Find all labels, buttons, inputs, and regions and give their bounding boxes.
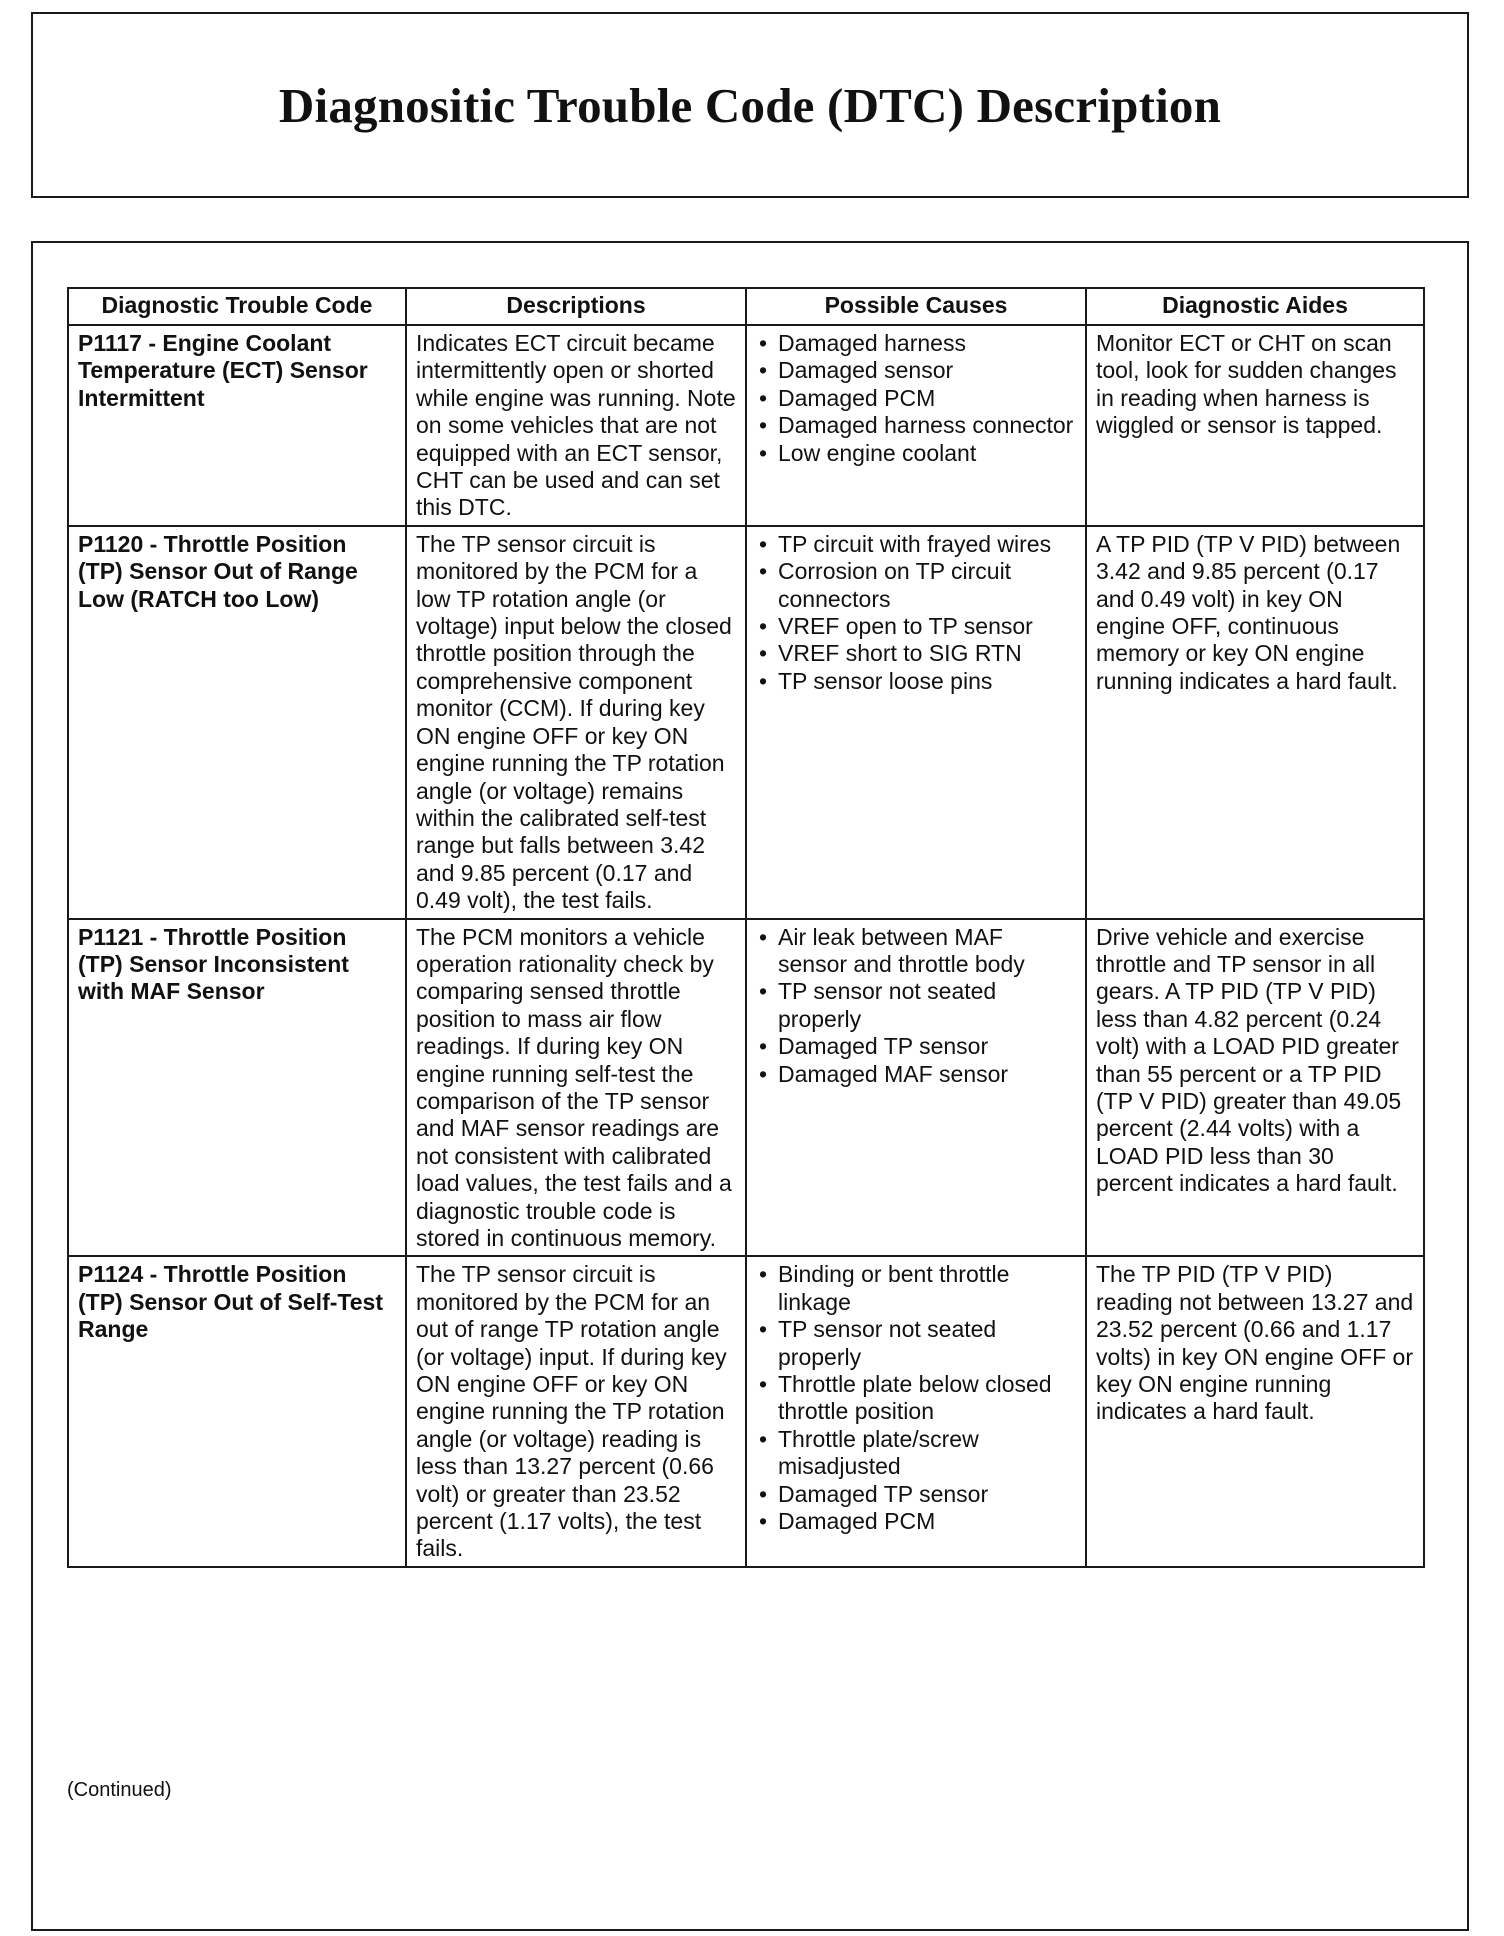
cause-item: • Damaged PCM: [756, 1508, 1077, 1535]
header-diagnostic-aides: Diagnostic Aides: [1086, 288, 1424, 325]
header-descriptions: Descriptions: [406, 288, 746, 325]
cause-item: • Damaged MAF sensor: [756, 1061, 1077, 1088]
causes-list: [756, 924, 1077, 1088]
cause-item: • TP sensor not seated properly: [756, 1316, 1077, 1371]
description-cell: The TP sensor circuit is monitored by the PCM for a low TP rotation angle (or voltage) input below the closed throttle position through the comprehensive component monitor (CCM). If during key ON engine OFF or key ON engine running the TP rotation angle (or voltage) remains within the calibrated self-test range but falls between 3.42 and 9.85 percent (0.17 and 0.49 volt), the test fails.: [406, 526, 746, 919]
title-box: [31, 12, 1469, 198]
cause-item: • Damaged sensor: [756, 357, 1077, 384]
aides-cell: Monitor ECT or CHT on scan tool, look for sudden changes in reading when harness is wiggled or sensor is tapped.: [1086, 325, 1424, 526]
header-dtc: Diagnostic Trouble Code: [68, 288, 406, 325]
cause-item: • VREF open to TP sensor: [756, 613, 1077, 640]
causes-cell: [746, 325, 1086, 526]
dtc-code-cell: P1117 - Engine Coolant Temperature (ECT) Sensor Intermittent: [68, 325, 406, 526]
causes-list: [756, 330, 1077, 467]
causes-cell: [746, 1256, 1086, 1566]
causes-list: [756, 1261, 1077, 1535]
cause-item: • Binding or bent throttle linkage: [756, 1261, 1077, 1316]
cause-item: • Damaged TP sensor: [756, 1481, 1077, 1508]
cause-item: • Damaged PCM: [756, 385, 1077, 412]
aides-cell: A TP PID (TP V PID) between 3.42 and 9.85 percent (0.17 and 0.49 volt) in key ON engine OFF, continuous memory or key ON engine running indicates a hard fault.: [1086, 526, 1424, 919]
cause-item: • Air leak between MAF sensor and throttle body: [756, 924, 1077, 979]
causes-list: [756, 531, 1077, 695]
continued-note: (Continued): [67, 1779, 172, 1801]
header-possible-causes: Possible Causes: [746, 288, 1086, 325]
table-header-row: [68, 288, 1424, 325]
table-row: [68, 325, 1424, 526]
cause-item: • VREF short to SIG RTN: [756, 640, 1077, 667]
cause-item: • Damaged harness connector: [756, 412, 1077, 439]
cause-item: • Low engine coolant: [756, 440, 1077, 467]
description-cell: The TP sensor circuit is monitored by the PCM for an out of range TP rotation angle (or voltage) input. If during key ON engine OFF or key ON engine running the TP rotation angle (or voltage) reading is less than 13.27 percent (0.66 volt) or greater than 23.52 percent (1.17 volts), the test fails.: [406, 1256, 746, 1566]
content-box: [31, 241, 1469, 1931]
cause-item: • Damaged harness: [756, 330, 1077, 357]
cause-item: • Throttle plate below closed throttle position: [756, 1371, 1077, 1426]
cause-item: • Corrosion on TP circuit connectors: [756, 558, 1077, 613]
cause-item: • Throttle plate/screw misadjusted: [756, 1426, 1077, 1481]
table-row: [68, 526, 1424, 919]
dtc-code-cell: P1121 - Throttle Position (TP) Sensor Inconsistent with MAF Sensor: [68, 919, 406, 1257]
table-row: [68, 1256, 1424, 1566]
causes-cell: [746, 919, 1086, 1257]
table-row: [68, 919, 1424, 1257]
aides-cell: The TP PID (TP V PID) reading not between 13.27 and 23.52 percent (0.66 and 1.17 volts) in key ON engine OFF or key ON engine running indicates a hard fault.: [1086, 1256, 1424, 1566]
aides-cell: Drive vehicle and exercise throttle and TP sensor in all gears. A TP PID (TP V PID) less than 4.82 percent (0.24 volt) with a LOAD PID greater than 55 percent or a TP PID (TP V PID) greater than 49.05 percent (2.44 volts) with a LOAD PID less than 30 percent indicates a hard fault.: [1086, 919, 1424, 1257]
causes-cell: [746, 526, 1086, 919]
cause-item: • TP circuit with frayed wires: [756, 531, 1077, 558]
cause-item: • TP sensor not seated properly: [756, 978, 1077, 1033]
description-cell: The PCM monitors a vehicle operation rationality check by comparing sensed throttle position to mass air flow readings. If during key ON engine running self-test the comparison of the TP sensor and MAF sensor readings are not consistent with calibrated load values, the test fails and a diagnostic trouble code is stored in continuous memory.: [406, 919, 746, 1257]
description-cell: Indicates ECT circuit became intermittently open or shorted while engine was running. Note on some vehicles that are not equipped with an ECT sensor, CHT can be used and can set this DTC.: [406, 325, 746, 526]
dtc-code-cell: P1124 - Throttle Position (TP) Sensor Out of Self-Test Range: [68, 1256, 406, 1566]
page-title: Diagnositic Trouble Code (DTC) Description: [278, 77, 1222, 133]
dtc-table: [67, 287, 1425, 1568]
cause-item: • TP sensor loose pins: [756, 668, 1077, 695]
dtc-code-cell: P1120 - Throttle Position (TP) Sensor Out of Range Low (RATCH too Low): [68, 526, 406, 919]
cause-item: • Damaged TP sensor: [756, 1033, 1077, 1060]
